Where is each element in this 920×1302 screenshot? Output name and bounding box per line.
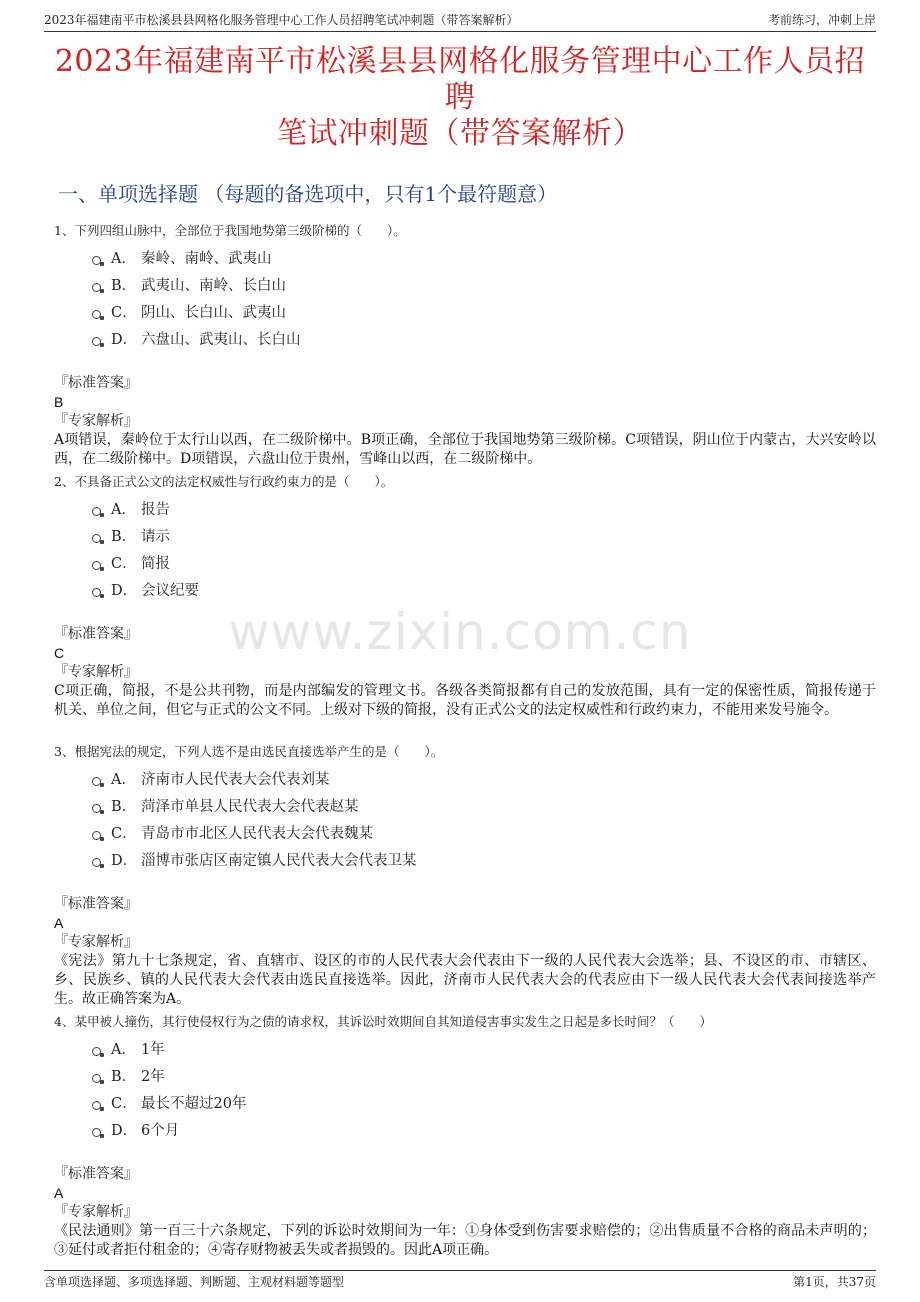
question-4 [54,1013,876,1260]
radio-icon[interactable] [92,777,101,786]
radio-icon[interactable] [92,588,101,597]
radio-icon[interactable] [92,831,101,840]
question-text: 3、根据宪法的规定，下列人选不是由选民直接选举产生的是（ ）。 [54,744,444,759]
option-letter: A． [111,772,136,788]
radio-icon[interactable] [92,858,101,867]
explanation-text: A项错误，秦岭位于太行山以西，在二级阶梯中。B项正确，全部位于我国地势第三级阶梯。C项错误，阴山位于内蒙古，大兴安岭以西，在二级阶梯中。D项错误，六盘山位于贵州，雪峰山以西，在二级阶梯中。 [54,432,876,467]
answer-value: A [54,1185,64,1201]
option-d[interactable] [54,576,876,603]
explanation-text: C项正确，简报，不是公共刊物，而是内部编发的管理文书。各级各类简报都有自己的发放范围，具有一定的保密性质，简报传递于机关、单位之间，但它与正式的公文不同。上级对下级的简报，没有正式公文的法定权威性和行政约束力，不能用来发号施令。 [54,683,876,718]
option-letter: B． [111,1069,137,1085]
footer-question-types: 含单项选择题、多项选择题、判断题、主观材料题等题型 [44,1275,345,1289]
option-c[interactable] [54,298,876,325]
option-letter: D． [111,1123,138,1139]
radio-icon[interactable] [92,507,101,516]
radio-icon[interactable] [92,1101,101,1110]
explanation-label: 『专家解析』 [54,664,138,680]
option-a[interactable] [54,1035,876,1062]
option-text: 2年 [141,1069,165,1085]
document-title-line1: 2023年福建南平市松溪县县网格化服务管理中心工作人员招聘 [54,44,866,115]
explanation-label: 『专家解析』 [54,934,138,950]
page-number: 第1页，共37页 [793,1275,876,1289]
answer-block [54,374,876,469]
option-text: 六盘山、武夷山、长白山 [141,332,301,348]
question-2 [54,473,876,720]
option-letter: D． [111,332,138,348]
radio-icon[interactable] [92,1047,101,1056]
option-text: 报告 [141,502,170,518]
question-text: 2、不具备正式公文的法定权威性与行政约束力的是（ ）。 [54,474,394,489]
option-text: 济南市人民代表大会代表刘某 [141,772,330,788]
option-text: 最长不超过20年 [141,1096,247,1112]
explanation-text: 《宪法》第九十七条规定，省、直辖市、设区的市的人民代表大会代表由下一级的人民代表大会选举；县、不设区的市、市辖区、乡、民族乡、镇的人民代表大会代表由选民直接选举。因此，济南市人民代表大会的代表应由下一级人民代表大会代表间接选举产生。故正确答案为A。 [54,953,876,1007]
radio-icon[interactable] [92,804,101,813]
option-d[interactable] [54,325,876,352]
option-text: 青岛市市北区人民代表大会代表魏某 [141,826,373,842]
option-b[interactable] [54,1062,876,1089]
option-letter: C． [111,1096,137,1112]
option-b[interactable] [54,792,876,819]
answer-value: A [54,915,64,931]
document-title [40,44,880,152]
answer-label: 『标准答案』 [54,626,138,642]
watermark: www.zixin.com.cn [228,603,692,661]
option-c[interactable] [54,819,876,846]
option-text: 阴山、长白山、武夷山 [141,305,286,321]
answer-block [54,625,876,720]
page-header [44,10,876,32]
option-a[interactable] [54,765,876,792]
answer-block [54,1165,876,1260]
option-letter: B． [111,799,137,815]
option-letter: D． [111,853,138,869]
radio-icon[interactable] [92,534,101,543]
options-list [54,1035,876,1143]
option-letter: B． [111,529,137,545]
option-letter: C． [111,556,137,572]
header-document-title: 2023年福建南平市松溪县县网格化服务管理中心工作人员招聘笔试冲刺题（带答案解析） [44,13,519,27]
option-text: 秦岭、南岭、武夷山 [141,251,272,267]
explanation-text: 《民法通则》第一百三十六条规定，下列的诉讼时效期间为一年：①身体受到伤害要求赔偿的；②出售质量不合格的商品未声明的；③延付或者拒付租金的；④寄存财物被丢失或者损毁的。因此A项正确。 [54,1223,876,1258]
option-letter: A． [111,502,136,518]
document-title-line2: 笔试冲刺题（带答案解析） [277,116,643,151]
option-letter: B． [111,278,137,294]
option-text: 菏泽市单县人民代表大会代表赵某 [141,799,359,815]
option-letter: A． [111,251,136,267]
option-text: 武夷山、南岭、长白山 [141,278,286,294]
option-letter: D． [111,583,138,599]
option-text: 6个月 [141,1123,180,1139]
option-c[interactable] [54,1089,876,1116]
option-d[interactable] [54,846,876,873]
option-text: 请示 [141,529,170,545]
answer-value: B [54,394,64,410]
radio-icon[interactable] [92,1128,101,1137]
option-b[interactable] [54,522,876,549]
radio-icon[interactable] [92,256,101,265]
question-text: 4、某甲被人撞伤，其行使侵权行为之债的请求权，其诉讼时效期间自其知道侵害事实发生之日起是多长时间？（ ） [54,1014,712,1029]
option-letter: C． [111,826,137,842]
answer-block [54,895,876,1009]
section-heading: 一、单项选择题 （每题的备选项中，只有1个最符题意） [58,182,558,206]
explanation-label: 『专家解析』 [54,413,138,429]
option-a[interactable] [54,244,876,271]
option-text: 会议纪要 [141,583,199,599]
question-1 [54,222,876,469]
option-letter: C． [111,305,137,321]
radio-icon[interactable] [92,337,101,346]
answer-label: 『标准答案』 [54,896,138,912]
radio-icon[interactable] [92,1074,101,1083]
option-d[interactable] [54,1116,876,1143]
options-list [54,495,876,603]
option-text: 1年 [141,1042,165,1058]
option-letter: A． [111,1042,136,1058]
answer-label: 『标准答案』 [54,1166,138,1182]
page-footer [44,1270,876,1290]
header-slogan: 考前练习，冲刺上岸 [767,13,876,27]
explanation-label: 『专家解析』 [54,1204,138,1220]
radio-icon[interactable] [92,283,101,292]
options-list [54,765,876,873]
option-text: 简报 [141,556,170,572]
option-a[interactable] [54,495,876,522]
question-text: 1、下列四组山脉中，全部位于我国地势第三级阶梯的（ ）。 [54,223,406,238]
options-list [54,244,876,352]
option-text: 淄博市张店区南定镇人民代表大会代表卫某 [141,853,417,869]
answer-value: C [54,645,65,661]
option-c[interactable] [54,549,876,576]
question-3 [54,743,876,1009]
radio-icon[interactable] [92,310,101,319]
radio-icon[interactable] [92,561,101,570]
answer-label: 『标准答案』 [54,375,138,391]
option-b[interactable] [54,271,876,298]
